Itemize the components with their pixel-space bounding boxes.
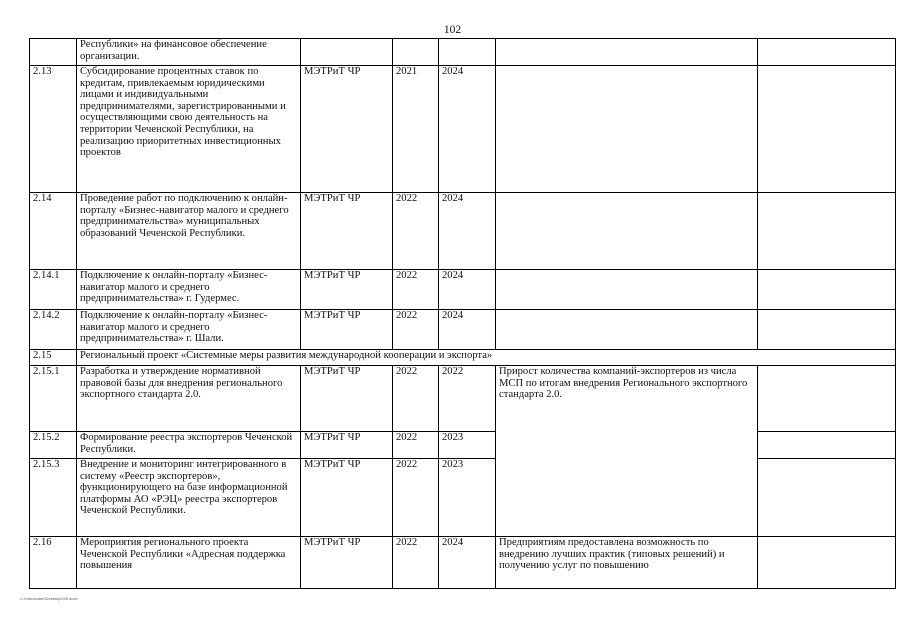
extra-cell — [758, 193, 896, 270]
start-year: 2022 — [393, 270, 439, 310]
table-row — [30, 459, 896, 537]
measure-title: Разработка и утверждение нормативной правовой базы для внедрения регионального экспортного стандарта 2.0. — [77, 366, 301, 432]
end-year: 2024 — [439, 66, 496, 193]
executor: МЭТРиТ ЧР — [301, 537, 393, 589]
extra-cell — [758, 270, 896, 310]
row-number: 2.16 — [30, 537, 77, 589]
extra-cell — [758, 39, 896, 66]
table-row — [30, 310, 896, 350]
row-number: 2.15.3 — [30, 459, 77, 537]
row-number: 2.14 — [30, 193, 77, 270]
start-year: 2022 — [393, 193, 439, 270]
executor: МЭТРиТ ЧР — [301, 66, 393, 193]
end-year: 2023 — [439, 432, 496, 459]
executor: МЭТРиТ ЧР — [301, 270, 393, 310]
start-year: 2022 — [393, 366, 439, 432]
result-cell: Предприятиям предоставлена возможность по внедрению лучших практик (типовых решений) и получению услуг по повышению — [496, 537, 758, 589]
table-row — [30, 270, 896, 310]
extra-cell — [758, 432, 896, 459]
measure-title: Проведение работ по подключению к онлайн-порталу «Бизнес-навигатор малого и среднего предпринимательства» муниципальных образований Чеченской Республики. — [77, 193, 301, 270]
table-row — [30, 193, 896, 270]
table-row — [30, 66, 896, 193]
page-number: 102 — [443, 24, 462, 36]
measure-title: Подключение к онлайн-порталу «Бизнес-навигатор малого и среднего предпринимательства» г. Шали. — [77, 310, 301, 350]
measure-title: Мероприятия регионального проекта Чеченской Республики «Адресная поддержка повышения — [77, 537, 301, 589]
end-year: 2024 — [439, 310, 496, 350]
end-year: 2024 — [439, 537, 496, 589]
section-row — [30, 350, 896, 366]
end-year: 2024 — [439, 270, 496, 310]
measures-table — [29, 38, 896, 589]
row-number — [30, 39, 77, 66]
end-year — [439, 39, 496, 66]
result-cell — [496, 310, 758, 350]
measure-title: Подключение к онлайн-порталу «Бизнес-навигатор малого и среднего предпринимательства» г. Гудермес. — [77, 270, 301, 310]
executor: МЭТРиТ ЧР — [301, 459, 393, 537]
end-year: 2023 — [439, 459, 496, 537]
section-number: 2.15 — [30, 350, 77, 366]
measure-title: Формирование реестра экспортеров Чеченской Республики. — [77, 432, 301, 459]
result-cell — [496, 193, 758, 270]
executor: МЭТРиТ ЧР — [301, 193, 393, 270]
result-cell — [496, 270, 758, 310]
row-number: 2.15.2 — [30, 432, 77, 459]
start-year: 2022 — [393, 537, 439, 589]
end-year: 2024 — [439, 193, 496, 270]
result-cell — [496, 39, 758, 66]
row-number: 2.14.2 — [30, 310, 77, 350]
executor — [301, 39, 393, 66]
row-number: 2.14.1 — [30, 270, 77, 310]
table-row — [30, 537, 896, 589]
executor: МЭТРиТ ЧР — [301, 366, 393, 432]
start-year — [393, 39, 439, 66]
extra-cell — [758, 459, 896, 537]
start-year: 2021 — [393, 66, 439, 193]
start-year: 2022 — [393, 459, 439, 537]
end-year: 2022 — [439, 366, 496, 432]
extra-cell — [758, 310, 896, 350]
extra-cell — [758, 366, 896, 432]
row-number: 2.13 — [30, 66, 77, 193]
measure-title: Внедрение и мониторинг интегрированного в систему «Реестр экспортеров», функционирующего на базе информационной платформы АО «РЭЦ» реестра экспортеров Чеченской Республики. — [77, 459, 301, 537]
result-cell — [496, 66, 758, 193]
start-year: 2022 — [393, 432, 439, 459]
table-row — [30, 432, 896, 459]
start-year: 2022 — [393, 310, 439, 350]
extra-cell — [758, 537, 896, 589]
extra-cell — [758, 66, 896, 193]
table-row — [30, 39, 896, 66]
measure-title: Республики» на финансовое обеспечение организации. — [77, 39, 301, 66]
executor: МЭТРиТ ЧР — [301, 432, 393, 459]
executor: МЭТРиТ ЧР — [301, 310, 393, 350]
section-title: Региональный проект «Системные меры развития международной кооперации и экспорта» — [77, 350, 896, 366]
row-number: 2.15.1 — [30, 366, 77, 432]
table-row — [30, 366, 896, 432]
measure-title: Субсидирование процентных ставок по кредитам, привлекаемым юридическими лицами и индивидуальными предпринимателями, зарегистрированными и осуществляющими свою деятельность на территории Чеченской Республики, на реализацию приоритетных инвестиционных проектов — [77, 66, 301, 193]
result-cell: Прирост количества компаний-экспортеров из числа МСП по итогам внедрения Регионального экспортного стандарта 2.0. — [496, 366, 758, 537]
footer-file-path: C:\Users\user\Desktop\200.docx — [20, 596, 78, 601]
